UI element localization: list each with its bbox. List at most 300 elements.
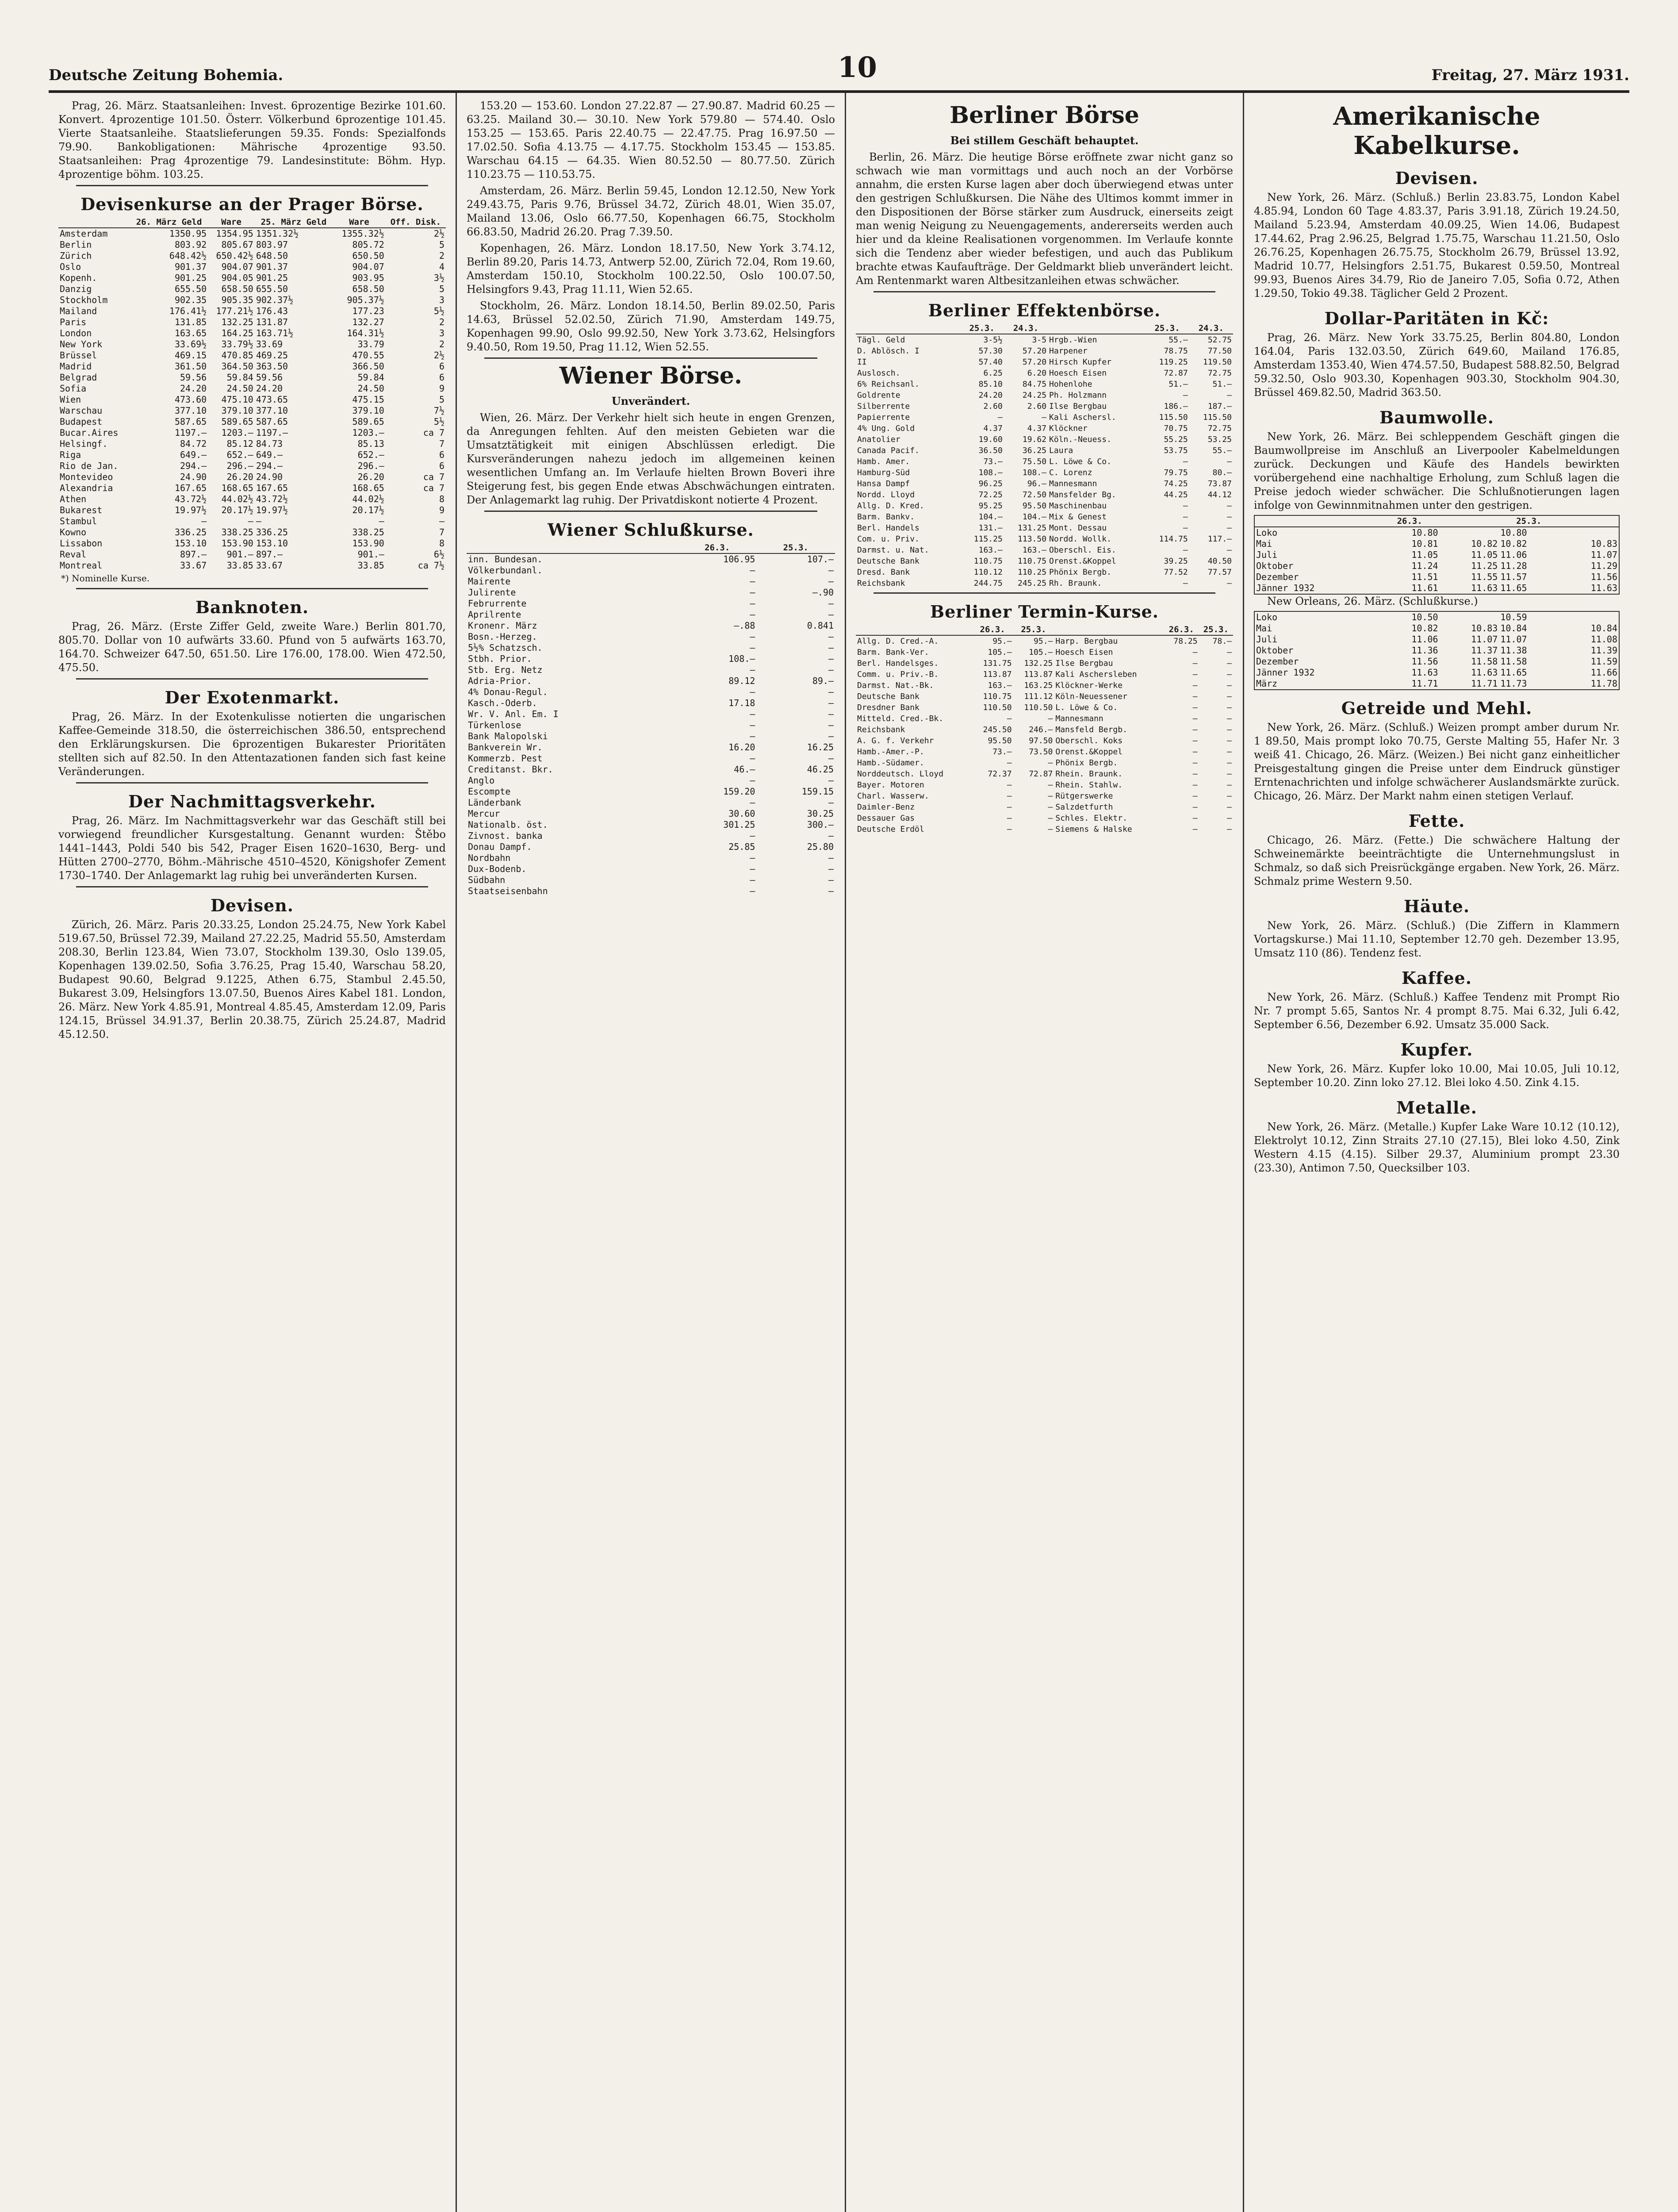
footnote: *) Nominelle Kurse. bbox=[61, 573, 150, 584]
table-cell: 105.— bbox=[1029, 648, 1053, 657]
table-cell: 19.60 bbox=[978, 435, 1003, 444]
table-cell: — bbox=[1227, 457, 1232, 466]
table-cell: 72.25 bbox=[978, 490, 1003, 499]
table-cell: 296.— bbox=[357, 461, 384, 471]
banknoten-heading: Banknoten. bbox=[195, 597, 309, 617]
page-number: 10 bbox=[837, 51, 877, 84]
column-2 bbox=[456, 93, 845, 2212]
table-cell: 55.— bbox=[1212, 446, 1232, 455]
table-cell: 3-5 bbox=[1032, 335, 1047, 345]
table-cell: 117.— bbox=[1207, 534, 1232, 544]
table-cell: — bbox=[1048, 780, 1053, 790]
divider bbox=[484, 357, 817, 359]
table-cell: — bbox=[1007, 780, 1012, 790]
table-row bbox=[58, 527, 446, 538]
table-cell: 8 bbox=[439, 494, 444, 504]
table-cell: — bbox=[750, 687, 755, 697]
table-cell: Wr. V. Anl. Em. I bbox=[468, 709, 559, 719]
table-cell: — bbox=[1192, 791, 1198, 801]
table-row bbox=[856, 368, 1233, 379]
table-cell: — bbox=[750, 753, 755, 764]
table-cell: 72.50 bbox=[1022, 490, 1047, 499]
table-cell: 80.— bbox=[1212, 468, 1232, 477]
table-cell: — bbox=[828, 830, 834, 841]
table-cell: 24.20 bbox=[256, 383, 283, 394]
table-cell: 96.25 bbox=[978, 479, 1003, 488]
table-cell: 167.65 bbox=[174, 483, 207, 493]
table-cell: — bbox=[1227, 523, 1232, 533]
table-row bbox=[856, 401, 1233, 412]
table-cell: — bbox=[1227, 648, 1232, 657]
table-row bbox=[467, 565, 835, 576]
table-cell: 366.50 bbox=[352, 361, 384, 372]
table-cell: — bbox=[1192, 725, 1198, 734]
table-cell: 6½ bbox=[433, 549, 444, 560]
column-header bbox=[1559, 515, 1619, 527]
table-cell: Oktober bbox=[1256, 561, 1294, 571]
table-cell: 89.12 bbox=[728, 676, 755, 686]
table-cell: — bbox=[1007, 791, 1012, 801]
table-cell: 24.50 bbox=[357, 383, 384, 394]
table-cell: 79.75 bbox=[1164, 468, 1188, 477]
table-cell: 905.37½ bbox=[347, 295, 384, 305]
table-cell: 113.87 bbox=[1024, 670, 1053, 679]
table-cell: 4% Donau-Regul. bbox=[468, 687, 548, 697]
metalle-heading: Metalle. bbox=[1396, 1098, 1477, 1118]
table-cell: 57.30 bbox=[978, 346, 1003, 356]
table-cell: 186.— bbox=[1164, 402, 1188, 411]
table-cell: Staatseisenbahn bbox=[468, 886, 548, 896]
table-row bbox=[856, 357, 1233, 368]
table-cell: 10.81 bbox=[1411, 538, 1438, 549]
devisen-heading: Devisen. bbox=[210, 895, 294, 915]
table-cell: C. Lorenz bbox=[1049, 468, 1092, 477]
table-cell: 131.25 bbox=[1018, 523, 1047, 533]
table-cell: Dessauer Gas bbox=[857, 814, 915, 823]
column-header bbox=[1440, 515, 1499, 527]
table-cell: 114.75 bbox=[1159, 534, 1188, 544]
table-cell: 95.50 bbox=[1022, 501, 1047, 511]
newspaper-page bbox=[49, 27, 1629, 2212]
table-cell: —.88 bbox=[734, 620, 755, 631]
table-cell: — bbox=[828, 698, 834, 708]
wiener-schlusskurse-heading: Wiener Schlußkurse. bbox=[548, 520, 754, 540]
table-cell: Escompte bbox=[468, 786, 511, 797]
table-cell: 163.— bbox=[1022, 545, 1047, 555]
table-cell: 10.83 bbox=[1471, 623, 1498, 634]
table-cell: 84.72 bbox=[180, 438, 207, 449]
table-cell: — bbox=[1192, 681, 1198, 690]
table-cell: Mercur bbox=[468, 808, 500, 819]
table-cell: 1203.— bbox=[221, 427, 253, 438]
table-cell: Reichsbank bbox=[857, 725, 905, 734]
table-cell: 168.65 bbox=[221, 483, 253, 493]
table-cell: 7 bbox=[439, 527, 444, 538]
table-cell: —.90 bbox=[812, 587, 834, 598]
table-cell: — bbox=[750, 609, 755, 620]
table-cell: — bbox=[1227, 758, 1232, 768]
table-cell: Montreal bbox=[60, 560, 103, 571]
table-cell: — bbox=[828, 664, 834, 675]
table-cell: 1354.95 bbox=[216, 228, 253, 239]
table-cell: 473.65 bbox=[256, 394, 288, 405]
baumwolle-text: New York, 26. März. Bei schleppendem Geschäft gingen die Baumwollpreise im Anschluß an Liverpooler Kabelmeldungen zurück. Deckungen und Käufe des Handels bewirkten vorübergehend eine nachhaltige Erholung, zum Schluß lagen die Preise jedoch wieder schwächer. Die Schlußnotierungen lagen infolge von Gewinnmitnahmen unter den gestrigen. bbox=[1254, 430, 1620, 511]
table-cell: 163.25 bbox=[1024, 681, 1053, 690]
table-cell: Danzig bbox=[60, 284, 92, 294]
table-cell: 6% Reichsanl. bbox=[857, 380, 919, 389]
column-header: Off. Disk. bbox=[386, 217, 446, 228]
table-cell: 10.84 bbox=[1590, 623, 1617, 634]
table-cell: 5½ bbox=[433, 306, 444, 316]
table-cell: Kowno bbox=[60, 527, 87, 538]
table-cell: — bbox=[1048, 791, 1053, 801]
termin-kurse-heading: Berliner Termin-Kurse. bbox=[930, 602, 1159, 622]
column-header: 26. März Geld bbox=[130, 217, 208, 228]
table-row bbox=[58, 461, 446, 472]
divider bbox=[873, 592, 1215, 594]
table-cell: 55.— bbox=[1168, 335, 1188, 345]
issue-date: Freitag, 27. März 1931. bbox=[1431, 66, 1629, 84]
table-cell: 113.87 bbox=[983, 670, 1012, 679]
table-cell: 153.90 bbox=[352, 538, 384, 549]
table-cell: 176.41½ bbox=[169, 306, 207, 316]
table-cell: 131.— bbox=[978, 523, 1003, 533]
table-cell: — bbox=[1227, 391, 1232, 400]
table-cell: — bbox=[1227, 725, 1232, 734]
table-cell: 73.87 bbox=[1207, 479, 1232, 488]
table-cell: 104.— bbox=[1022, 512, 1047, 522]
table-cell: Bank Malopolski bbox=[468, 731, 548, 741]
table-row bbox=[1254, 656, 1619, 667]
table-cell: 77.50 bbox=[1207, 346, 1232, 356]
table-cell: — bbox=[750, 587, 755, 598]
table-cell: 59.84 bbox=[357, 372, 384, 383]
table-row bbox=[58, 372, 446, 383]
table-row bbox=[467, 875, 835, 886]
table-cell: Nationalb. öst. bbox=[468, 819, 548, 830]
table-cell: 361.50 bbox=[174, 361, 207, 372]
table-row bbox=[856, 567, 1233, 578]
table-cell: Allg. D. Cred.-A. bbox=[857, 637, 939, 646]
table-cell: — bbox=[1227, 736, 1232, 745]
table-cell: II bbox=[857, 357, 867, 367]
table-row bbox=[58, 250, 446, 261]
table-cell: 905.35 bbox=[221, 295, 253, 305]
table-row bbox=[856, 813, 1233, 824]
table-cell: 40.50 bbox=[1207, 557, 1232, 566]
table-cell: 163.71½ bbox=[256, 328, 294, 338]
table-row bbox=[856, 780, 1233, 791]
table-cell: 164.25 bbox=[221, 328, 253, 338]
table-cell: 10.80 bbox=[1500, 527, 1527, 538]
table-cell: 10.59 bbox=[1500, 612, 1527, 622]
table-cell bbox=[1559, 527, 1619, 538]
table-cell: Auslosch. bbox=[857, 369, 900, 378]
table-cell: 300.— bbox=[807, 819, 834, 830]
table-cell: Phönix Bergb. bbox=[1049, 568, 1111, 577]
table-row bbox=[856, 545, 1233, 556]
table-cell: 25.85 bbox=[728, 841, 755, 852]
table-cell: Daimler-Benz bbox=[857, 803, 915, 812]
table-cell: 72.87 bbox=[1029, 769, 1053, 779]
table-cell: 153.10 bbox=[174, 538, 207, 549]
table-cell: 85.13 bbox=[357, 438, 384, 449]
berliner-boerse-heading: Berliner Börse bbox=[950, 102, 1139, 129]
table-row bbox=[1254, 611, 1619, 623]
table-cell: Riga bbox=[60, 449, 81, 460]
table-cell: 33.79½ bbox=[221, 339, 253, 349]
divider bbox=[76, 678, 428, 680]
table-cell: 24.20 bbox=[180, 383, 207, 394]
table-cell: Sofia bbox=[60, 383, 87, 394]
table-cell: 377.10 bbox=[256, 405, 288, 416]
table-cell: 11.38 bbox=[1500, 645, 1527, 656]
table-cell: 108.— bbox=[1022, 468, 1047, 477]
nachmittagsverkehr-text: Prag, 26. März. Im Nachmittagsverkehr war das Geschäft still bei vorwiegend freundlicher Kursgestaltung. Genannt wurden: Štěbo 1441–1443, Poldi 540 bis 542, Prager Eisen 1620–1630, Berg- und Hütten 2700–2770, Böhm.-Mährische 4510–4520, Königshofer Zement 1730–1740. Der Anlagemarkt lag ruhig bei unveränderten Kursen. bbox=[58, 814, 446, 882]
table-cell: 11.63 bbox=[1411, 667, 1438, 678]
table-cell: 6 bbox=[439, 461, 444, 471]
table-cell: 901.— bbox=[357, 549, 384, 560]
table-cell: Dresdner Bank bbox=[857, 703, 919, 712]
table-cell: Wien bbox=[60, 394, 81, 405]
kopenhagen-text: Kopenhagen, 26. März. London 18.17.50, New York 3.74.12, Berlin 89.20, Paris 14.73, Antwerp 52.00, Zürich 72.04, Rom 19.60, Amsterdam 150.10, Stockholm 100.22.50, Oslo 100.07.50, Helsingfors 9.43, Prag 11.11, Wien 52.65. bbox=[467, 242, 835, 296]
table-cell: 803.97 bbox=[256, 239, 288, 250]
table-cell: 11.06 bbox=[1411, 634, 1438, 645]
table-row bbox=[58, 394, 446, 405]
column-header: 24.3. bbox=[1004, 323, 1048, 334]
table-cell: Goldrente bbox=[857, 391, 900, 400]
table-cell: Klöckner-Werke bbox=[1055, 681, 1123, 690]
table-cell: — bbox=[750, 565, 755, 576]
table-cell: — bbox=[750, 864, 755, 874]
table-cell: Rhein. Stahlw. bbox=[1055, 780, 1123, 790]
table-cell: Juli bbox=[1256, 549, 1278, 560]
kaffee-heading: Kaffee. bbox=[1402, 968, 1472, 988]
table-row bbox=[467, 598, 835, 609]
table-cell: Südbahn bbox=[468, 875, 506, 885]
table-cell: 9 bbox=[439, 505, 444, 515]
kaffee-text: New York, 26. März. (Schluß.) Kaffee Tendenz mit Prompt Rio Nr. 7 prompt 5.65, Santos Nr. 4 prompt 8.75. Mai 6.32, Juli 6.42, September 6.56, Dezember 6.92. Umsatz 35.000 Sack. bbox=[1254, 991, 1620, 1031]
table-row bbox=[1254, 634, 1619, 645]
table-cell: 11.78 bbox=[1590, 678, 1617, 689]
table-cell: 11.39 bbox=[1590, 645, 1617, 656]
table-cell: 11.55 bbox=[1471, 572, 1498, 582]
table-cell: 11.65 bbox=[1500, 583, 1527, 593]
table-cell: Hamb.-Südamer. bbox=[857, 758, 924, 768]
table-cell: 904.07 bbox=[352, 261, 384, 272]
table-cell: 5½ bbox=[433, 416, 444, 427]
effektenboerse-table bbox=[856, 323, 1233, 589]
table-cell: — bbox=[1192, 825, 1198, 834]
table-cell: 115.25 bbox=[973, 534, 1003, 544]
table-cell: 379.10 bbox=[221, 405, 253, 416]
table-cell: 89.— bbox=[812, 676, 834, 686]
table-cell: Tägl. Geld bbox=[857, 335, 905, 345]
table-cell: — bbox=[828, 576, 834, 587]
table-cell: — bbox=[828, 720, 834, 730]
table-cell: 10.83 bbox=[1590, 538, 1617, 549]
table-cell: — bbox=[1192, 714, 1198, 723]
table-cell: 650.42½ bbox=[216, 250, 253, 261]
new-orleans-text: New Orleans, 26. März. (Schlußkurse.) bbox=[1267, 595, 1478, 607]
table-cell: 84.73 bbox=[256, 438, 283, 449]
table-cell: Nordd. Lloyd bbox=[857, 490, 915, 499]
table-row bbox=[856, 390, 1233, 401]
table-cell: — bbox=[1048, 714, 1053, 723]
kupfer-heading: Kupfer. bbox=[1400, 1040, 1473, 1060]
table-cell: Stb. Erg. Netz bbox=[468, 664, 543, 675]
table-cell: Mitteld. Cred.-Bk. bbox=[857, 714, 944, 723]
table-cell: — bbox=[1227, 501, 1232, 511]
table-cell: 11.29 bbox=[1590, 561, 1617, 571]
table-cell: 55.25 bbox=[1164, 435, 1188, 444]
table-row bbox=[467, 609, 835, 620]
table-cell: — bbox=[1048, 814, 1053, 823]
table-cell: Dezember bbox=[1256, 656, 1299, 667]
table-cell: 11.05 bbox=[1471, 549, 1498, 560]
table-cell: 587.65 bbox=[174, 416, 207, 427]
table-cell: 131.75 bbox=[983, 659, 1012, 668]
table-cell: 11.56 bbox=[1411, 656, 1438, 667]
table-cell: 132.25 bbox=[1024, 659, 1053, 668]
haeute-text: New York, 26. März. (Schluß.) (Die Ziffern in Klammern Vortagskurse.) Mai 11.10, September 12.70 geh. Dezember 13.95, Umsatz 110 (86). Tendenz fest. bbox=[1254, 919, 1620, 959]
table-cell: — bbox=[1183, 391, 1188, 400]
baumwolle-heading: Baumwolle. bbox=[1379, 407, 1494, 427]
table-cell: 336.25 bbox=[256, 527, 288, 538]
table-cell: Köln-Neuessener bbox=[1055, 692, 1127, 701]
table-cell: 110.50 bbox=[1024, 703, 1053, 712]
table-cell: 44.25 bbox=[1164, 490, 1188, 499]
table-cell: — bbox=[750, 642, 755, 653]
column-header: 25.3. bbox=[756, 542, 835, 553]
table-row bbox=[856, 500, 1233, 511]
table-cell: 5½% Schatzsch. bbox=[468, 642, 543, 653]
table-cell: — bbox=[1183, 579, 1188, 588]
table-cell: 648.42½ bbox=[169, 250, 207, 261]
table-cell: 11.63 bbox=[1590, 583, 1617, 593]
table-cell: — bbox=[1192, 692, 1198, 701]
amsterdam-text: Amsterdam, 26. März. Berlin 59.45, London 12.12.50, New York 249.43.75, Paris 9.76, Brüssel 34.72, Zürich 48.01, Wien 35.07, Mailand 13.06, Oslo 66.77.50, Kopenhagen 66.75, Stockholm 66.83.50, Madrid 26.20. Prag 7.39.50. bbox=[467, 184, 835, 238]
devisenkurse-table bbox=[58, 217, 446, 571]
table-cell: 901.37 bbox=[174, 261, 207, 272]
table-cell: 53.25 bbox=[1207, 435, 1232, 444]
table-cell: 1351.32½ bbox=[256, 228, 299, 239]
table-cell: 11.71 bbox=[1471, 678, 1498, 689]
table-cell: 44.02½ bbox=[221, 494, 253, 504]
table-cell: 3 bbox=[439, 295, 444, 305]
table-cell: 26.20 bbox=[226, 472, 253, 482]
table-cell: 115.50 bbox=[1159, 413, 1188, 422]
table-cell: Hamb. Amer. bbox=[857, 457, 910, 466]
table-row bbox=[856, 691, 1233, 702]
table-cell: Länderbank bbox=[468, 797, 521, 808]
table-cell: — bbox=[379, 516, 384, 526]
divider bbox=[76, 782, 428, 783]
column-header: 25.3. bbox=[1013, 624, 1054, 635]
table-cell: Februrrente bbox=[468, 598, 527, 609]
table-cell: 5 bbox=[439, 394, 444, 405]
table-cell: 177.23 bbox=[352, 306, 384, 316]
table-cell: 294.— bbox=[256, 461, 283, 471]
table-cell: 119.50 bbox=[1203, 357, 1232, 367]
table-row bbox=[467, 797, 835, 808]
table-row bbox=[58, 472, 446, 483]
table-cell: 3-5½ bbox=[983, 335, 1003, 345]
table-cell: Com. u. Priv. bbox=[857, 534, 919, 544]
columns bbox=[49, 93, 1629, 2212]
table-cell: Schles. Elektr. bbox=[1055, 814, 1127, 823]
table-cell: Stambul bbox=[60, 516, 97, 526]
table-cell: — bbox=[828, 731, 834, 741]
table-cell: Mai bbox=[1256, 623, 1272, 634]
table-row bbox=[1254, 572, 1619, 583]
table-row bbox=[1254, 623, 1619, 634]
table-cell: L. Löwe & Co. bbox=[1049, 457, 1111, 466]
table-cell: 33.69½ bbox=[174, 339, 207, 349]
table-cell: Deutsche Bank bbox=[857, 692, 919, 701]
column-header: 25.3. bbox=[960, 323, 1004, 334]
table-cell: Klöckner bbox=[1049, 424, 1088, 433]
table-cell: Juli bbox=[1256, 634, 1278, 645]
table-cell: Mailand bbox=[60, 306, 97, 316]
table-cell: 164.31½ bbox=[347, 328, 384, 338]
wiener-boerse-subheading: Unverändert. bbox=[611, 395, 690, 407]
table-cell: — bbox=[1048, 825, 1053, 834]
table-cell: 7 bbox=[439, 438, 444, 449]
table-cell: — bbox=[1192, 803, 1198, 812]
table-cell: 296.— bbox=[226, 461, 253, 471]
table-cell: Hohenlohe bbox=[1049, 380, 1092, 389]
table-cell: Paris bbox=[60, 317, 87, 327]
table-cell: — bbox=[828, 709, 834, 719]
table-row bbox=[467, 886, 835, 897]
table-row bbox=[856, 702, 1233, 713]
table-cell: 473.60 bbox=[174, 394, 207, 405]
table-cell: 11.59 bbox=[1590, 656, 1617, 667]
table-cell: 5 bbox=[439, 284, 444, 294]
table-cell: — bbox=[1007, 714, 1012, 723]
table-row bbox=[467, 620, 835, 631]
table-row bbox=[856, 478, 1233, 489]
table-cell: Hirsch Kupfer bbox=[1049, 357, 1111, 367]
table-cell: — bbox=[828, 687, 834, 697]
table-cell: 11.06 bbox=[1500, 549, 1527, 560]
table-cell: 107.— bbox=[807, 554, 834, 565]
table-row bbox=[856, 735, 1233, 746]
getreide-text: New York, 26. März. (Schluß.) Weizen prompt amber durum Nr. 1 89.50, Mais prompt loko 70.75, Gerste Malting 55, Hafer Nr. 3 weiß 41. Chicago, 26. März. (Weizen.) Bei nicht ganz einheitlicher Preisgestaltung gingen die Preise unter dem Eindruck günstiger Erntenachrichten und infolge schwächerer Auslandsmärkte zurück. Chicago, 26. März. Der Markt nahm einen stetigen Verlauf. bbox=[1254, 721, 1620, 802]
table-cell: 163.— bbox=[988, 681, 1012, 690]
table-cell: Orenst.&Koppel bbox=[1049, 557, 1116, 566]
haeute-heading: Häute. bbox=[1403, 896, 1470, 916]
table-cell: 39.25 bbox=[1164, 557, 1188, 566]
table-row bbox=[467, 664, 835, 676]
table-cell: 36.25 bbox=[1022, 446, 1047, 455]
table-cell: Donau Dampf. bbox=[468, 841, 532, 852]
table-row bbox=[1254, 678, 1619, 690]
table-cell: Jänner 1932 bbox=[1256, 667, 1315, 678]
table-cell: — bbox=[1192, 769, 1198, 779]
table-cell: 1197.— bbox=[256, 427, 288, 438]
table-cell: Bukarest bbox=[60, 505, 103, 515]
table-cell: — bbox=[828, 653, 834, 664]
table-cell: 46.— bbox=[734, 764, 755, 775]
table-cell: — bbox=[1192, 659, 1198, 668]
table-cell: 1203.— bbox=[352, 427, 384, 438]
table-cell: 95.25 bbox=[978, 501, 1003, 511]
table-cell: 1355.32½ bbox=[341, 228, 384, 239]
table-cell: — bbox=[1227, 803, 1232, 812]
table-cell: Völkerbundanl. bbox=[468, 565, 543, 576]
